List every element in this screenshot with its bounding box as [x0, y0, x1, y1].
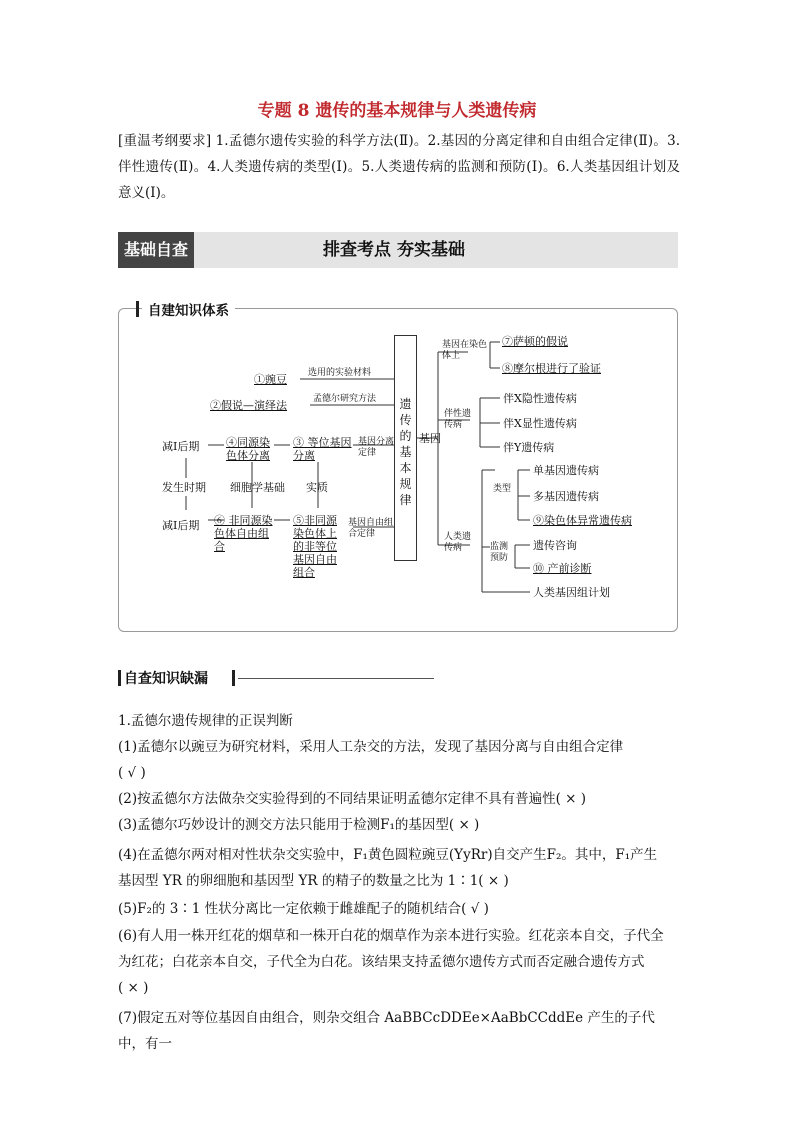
question-line: 为红花；白花亲本自交，子代全为白花。该结果支持孟德尔遗传方式而否定融合遗传方式 [118, 954, 645, 970]
section-heading-gaps: 自查知识缺漏 [124, 671, 208, 687]
node-5-label: 基因自由组合定律 [348, 518, 394, 539]
node-6: ⑥ 非同源染色体自由组合 [214, 514, 273, 553]
node-1-label: 选用的实验材料 [308, 368, 372, 378]
type-1: 单基因遗传病 [533, 464, 599, 477]
section-marker-2b [232, 670, 235, 686]
node-9: ⑨染色体异常遗传病 [533, 514, 632, 527]
node-7: ⑦萨顿的假说 [502, 335, 568, 348]
section-heading-knowledge-system: 自建知识体系 [142, 299, 235, 319]
essence-label: 实质 [306, 481, 328, 494]
node-4: ④同源染色体分离 [226, 436, 270, 462]
banner-tag: 基础自查 [118, 232, 194, 268]
sex-linked-label: 伴性遗传病 [444, 409, 472, 430]
meiosis-label-bottom: 减Ⅰ后期 [162, 519, 200, 532]
question-heading: 1.孟德尔遗传规律的正误判断 [118, 713, 293, 729]
types-label: 类型 [493, 484, 512, 494]
human-disease-label: 人类遗传病 [444, 532, 472, 553]
type-2: 多基因遗传病 [533, 490, 599, 503]
sex-linked-3: 伴Y遗传病 [503, 441, 555, 454]
cell-basis-label: 细胞学基础 [230, 481, 285, 494]
gene-on-chromosome-label: 基因在染色体上 [442, 340, 488, 361]
node-10: ⑩ 产前诊断 [533, 562, 592, 575]
node-5: ⑤非同源染色体上的非等位基因自由组合 [293, 514, 337, 579]
monitor-1: 遗传咨询 [533, 539, 577, 552]
question-line: (1)孟德尔以豌豆为研究材料，采用人工杂交的方法，发现了基因分离与自由组合定律 [118, 739, 624, 755]
question-line: (3)孟德尔巧妙设计的测交方法只能用于检测F₁的基因型( × ) [118, 817, 480, 833]
node-2: ②假说—演绎法 [210, 399, 287, 412]
diagram-center-node: 遗传的基本规律 [394, 335, 417, 561]
node-3: ③ 等位基因分离 [293, 436, 352, 462]
question-line: (5)F₂的 3∶1 性状分离比一定依赖于雌雄配子的随机结合( √ ) [118, 901, 489, 917]
question-line: (4)在孟德尔两对相对性状杂交实验中，F₁黄色圆粒豌豆(YyRr)自交产生F₂。其中，F₁产生 [118, 847, 658, 863]
question-line: ( √ ) [118, 765, 146, 781]
question-line: ( × ) [118, 980, 149, 996]
question-line: (6)有人用一株开红花的烟草和一株开白花的烟草作为亲本进行实验。红花亲本自交，子代全 [118, 928, 664, 944]
question-line: 基因型 YR 的卵细胞和基因型 YR 的精子的数量之比为 1∶1( × ) [118, 873, 509, 889]
node-3-label: 基因分离定律 [358, 437, 395, 458]
syllabus-requirements: [重温考纲要求] 1.孟德尔遗传实验的科学方法(Ⅱ)。2.基因的分离定律和自由组合定律(Ⅱ)。3.伴性遗传(Ⅱ)。4.人类遗传病的类型(Ⅰ)。5.人类遗传病的监测和预防(Ⅰ)。6.人类基因组计划及意义(Ⅰ)。 [118, 133, 680, 201]
sex-linked-2: 伴X显性遗传病 [503, 417, 577, 430]
monitor-label: 监测预防 [490, 542, 509, 563]
node-8: ⑧摩尔根进行了验证 [502, 362, 601, 375]
gene-label: 基因 [419, 432, 441, 445]
sex-linked-1: 伴X隐性遗传病 [503, 392, 577, 405]
question-line: (7)假定五对等位基因自由组合，则杂交组合 AaBBCcDDEe×AaBbCCddEe 产生的子代中，有一 [118, 1010, 655, 1052]
occur-time-label: 发生时期 [162, 481, 206, 494]
section-rule [238, 678, 434, 679]
meiosis-label-top: 减Ⅰ后期 [162, 440, 200, 453]
question-line: (2)按孟德尔方法做杂交实验得到的不同结果证明孟德尔定律不具有普遍性( × ) [118, 791, 587, 807]
page-title: 专题 8 遗传的基本规律与人类遗传病 [257, 101, 537, 121]
hgp-label: 人类基因组计划 [533, 586, 610, 599]
section-marker-2 [118, 670, 121, 686]
node-1: ①豌豆 [254, 373, 287, 386]
banner-title: 排查考点 夯实基础 [323, 240, 465, 260]
node-2-label: 孟德尔研究方法 [313, 394, 377, 404]
